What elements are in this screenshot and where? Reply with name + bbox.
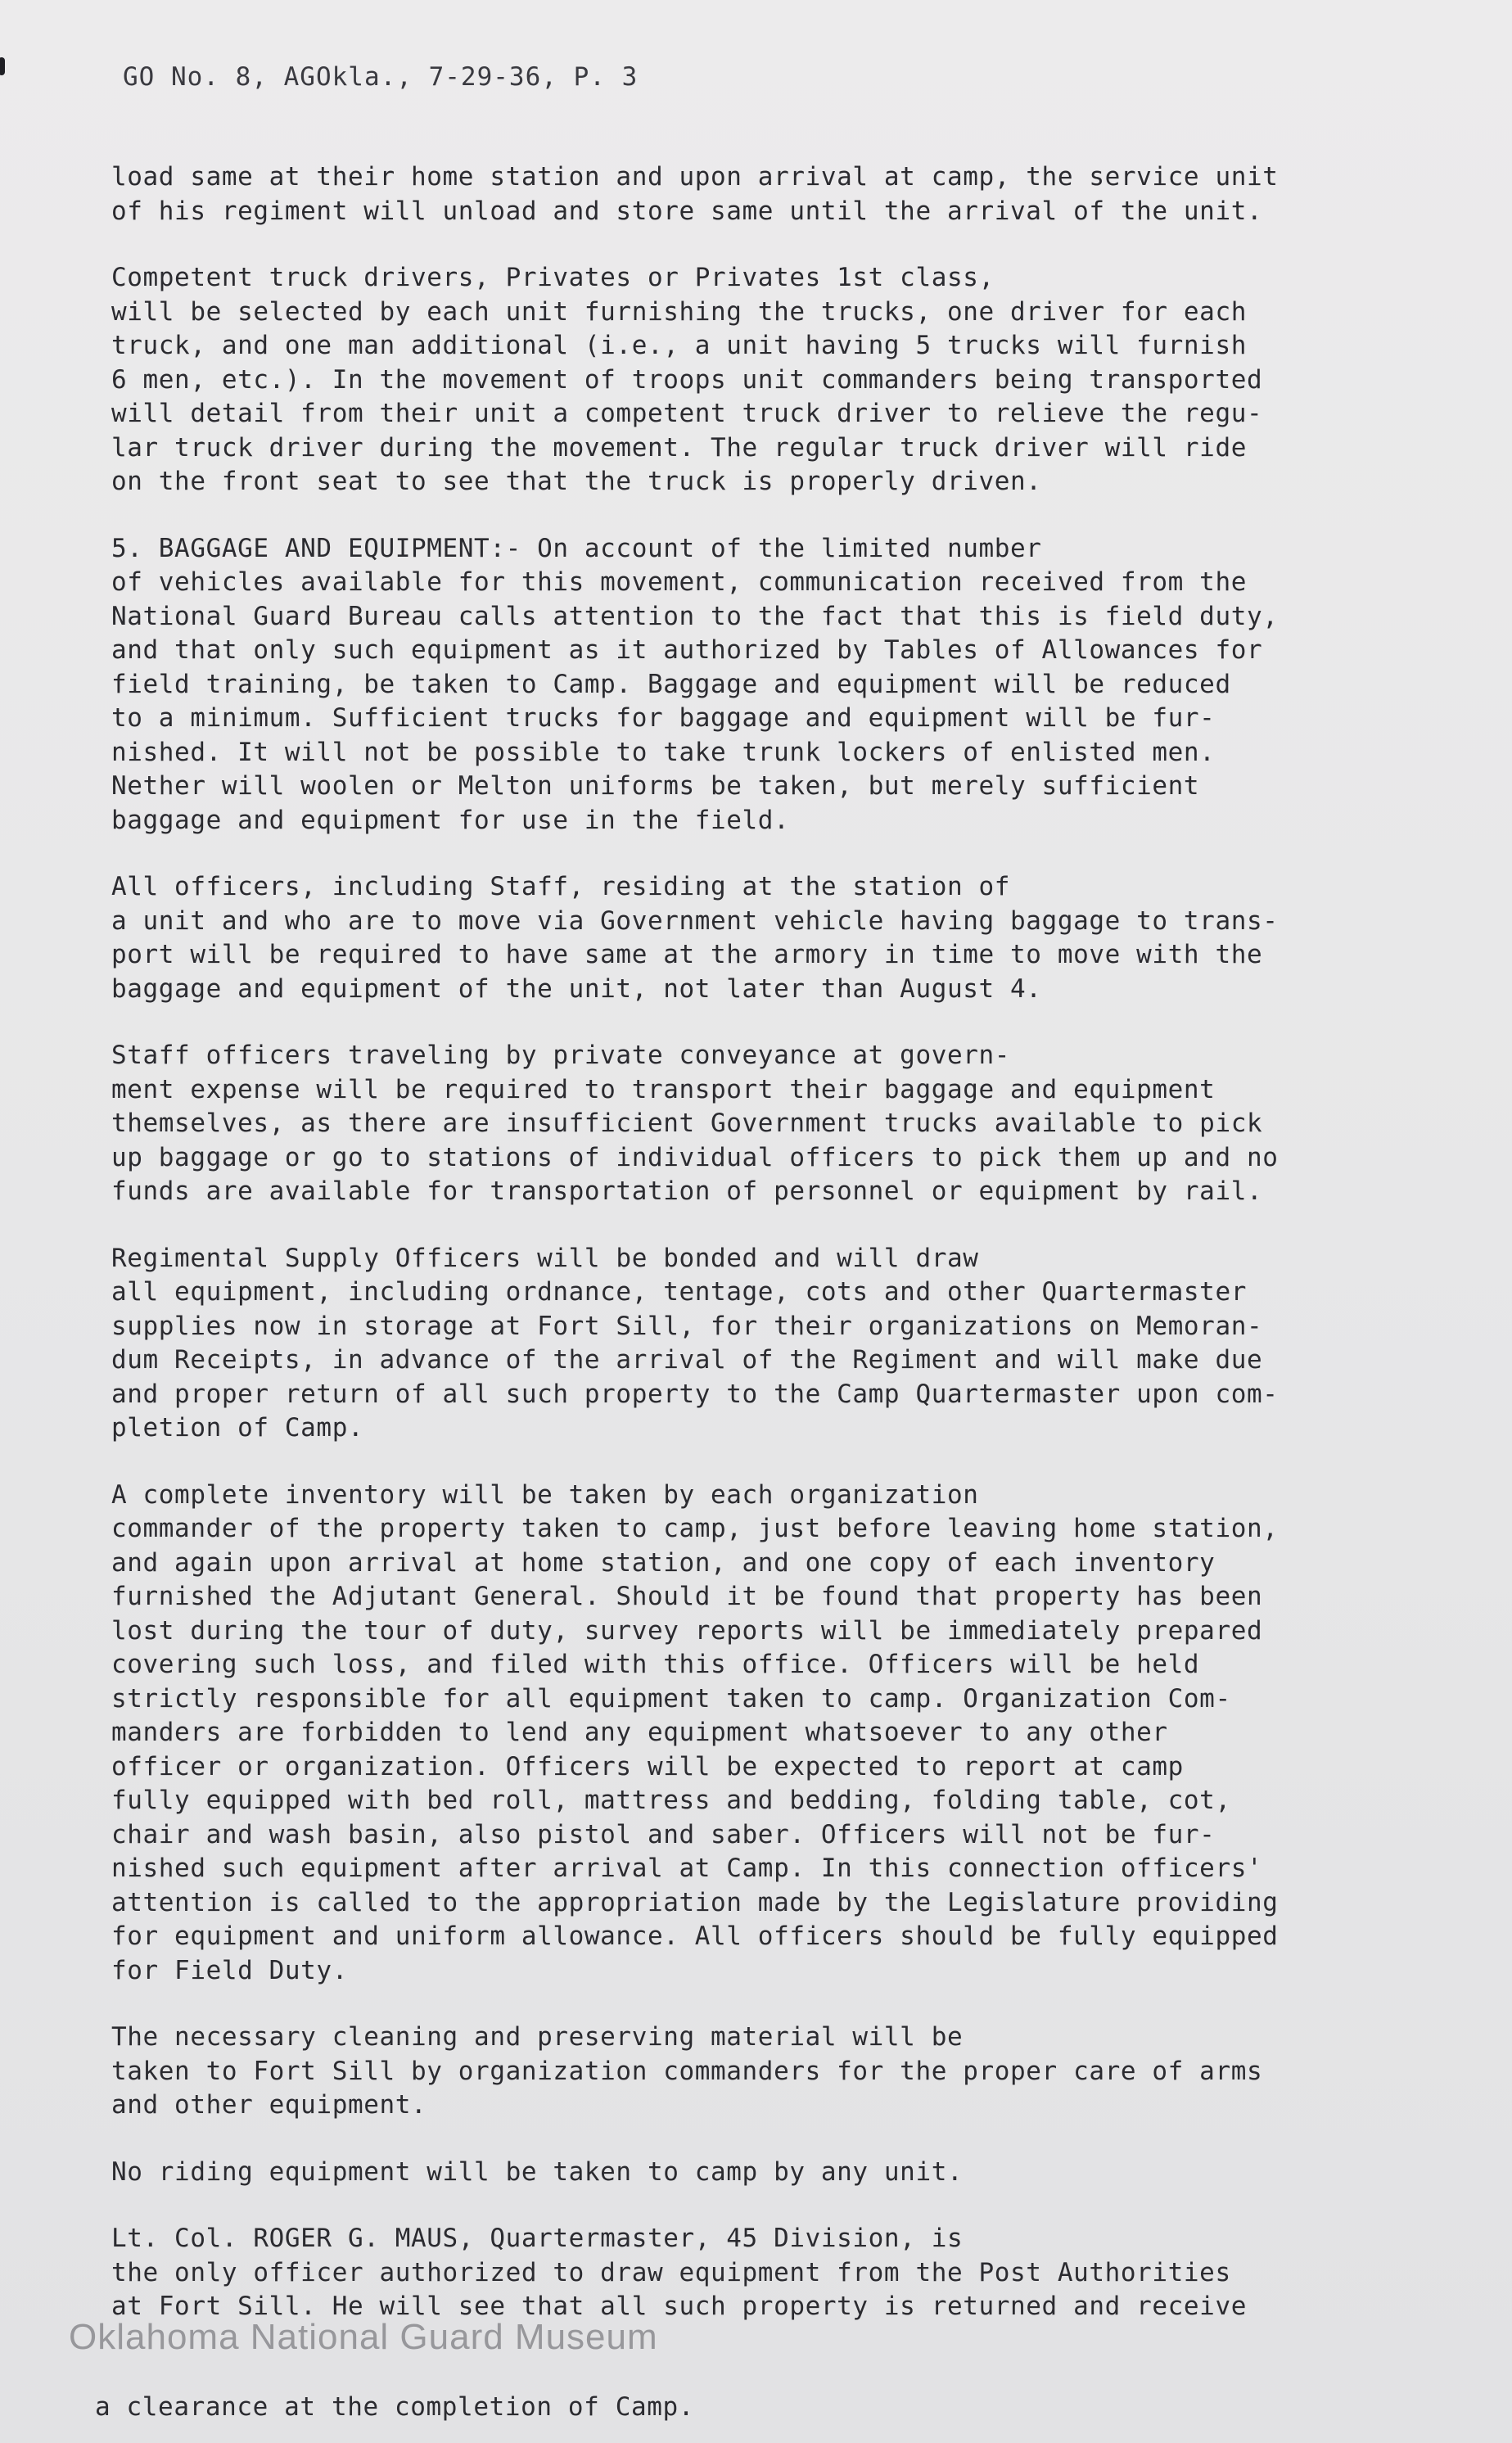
page-header: GO No. 8, AGOkla., 7-29-36, P. 3 xyxy=(123,62,639,92)
paragraph-6: Regimental Supply Officers will be bonded and will draw all equipment, including ordnance, tentage, cots and other Quartermaster supplies now in storage at Fort Sill, for their organizations on Memoran- dum Receipts, in advance of the arrival of the Regiment and will make due and proper return of all such property to the Camp Quartermaster upon com- pletion of Camp. xyxy=(111,1243,1279,1443)
document-body xyxy=(111,160,1421,2324)
paragraph-8: The necessary cleaning and preserving material will be taken to Fort Sill by organization commanders for the proper care of arms and other equipment. xyxy=(111,2022,1263,2120)
watermark: Oklahoma National Guard Museum xyxy=(69,2317,658,2357)
paragraph-4: All officers, including Staff, residing at the station of a unit and who are to move via Government vehicle having baggage to trans- port will be required to have same at the armory in time to move with the baggage and equipment of the unit, not later than August 4. xyxy=(111,872,1279,1004)
paragraph-2: Competent truck drivers, Privates or Privates 1st class, will be selected by each unit furnishing the trucks, one driver for each truck, and one man additional (i.e., a unit having 5 trucks will furnish 6 men, etc.). In the movement of troops unit commanders being transported will detail from their unit a competent truck driver to relieve the regu- lar truck driver during the movement. The regular truck driver will ride on the front seat to see that the truck is properly driven. xyxy=(111,263,1263,496)
paragraph-10: Lt. Col. ROGER G. MAUS, Quartermaster, 45 Division, is the only officer authorized to draw equipment from the Post Authorities at Fort Sill. He will see that all such property is returned and receive xyxy=(111,2224,1247,2321)
paragraph-5: Staff officers traveling by private conveyance at govern- ment expense will be required to transport their baggage and equipment themselves, as there are insufficient Government trucks available to pick up baggage or go to stations of individual officers to pick them up and no funds are available for transportation of personnel or equipment by rail. xyxy=(111,1041,1279,1206)
last-line: a clearance at the completion of Camp. xyxy=(95,2392,695,2422)
hole-punch-mark xyxy=(0,57,5,75)
paragraph-1: load same at their home station and upon arrival at camp, the service unit of his regiment will unload and store same until the arrival of the unit. xyxy=(111,162,1279,226)
paragraph-baggage-equipment: 5. BAGGAGE AND EQUIPMENT:- On account of the limited number of vehicles available for this movement, communication received from the National Guard Bureau calls attention to the fact that this is field duty, and that only such equipment as it authorized by Tables of Allowances for field training, be taken to Camp. Baggage and equipment will be reduced to a minimum. Sufficient trucks for baggage and equipment will be fur- nished. It will not be possible to take trunk lockers of enlisted men. Nether will woolen or Melton uniforms be taken, but merely sufficient baggage and equipment for use in the field. xyxy=(111,533,1279,835)
paragraph-7: A complete inventory will be taken by each organization commander of the property taken to camp, just before leaving home station, and again upon arrival at home station, and one copy of each inventory furnished the Adjutant General. Should it be found that property has been lost during the tour of duty, survey reports will be immediately prepared covering such loss, and filed with this office. Officers will be held strictly responsible for all equipment taken to camp. Organization Com- manders are forbidden to lend any equipment whatsoever to any other officer or organization. Officers will be expected to report at camp fully equipped with bed roll, mattress and bedding, folding table, cot, chair and wash basin, also pistol and saber. Officers will not be fur- nished such equipment after arrival at Camp. In this connection officers' attention is called to the appropriation made by the Legislature providing for equipment and uniform allowance. All officers should be fully equipped for Field Duty. xyxy=(111,1479,1279,1985)
paragraph-9: No riding equipment will be taken to camp by any unit. xyxy=(111,2156,964,2187)
